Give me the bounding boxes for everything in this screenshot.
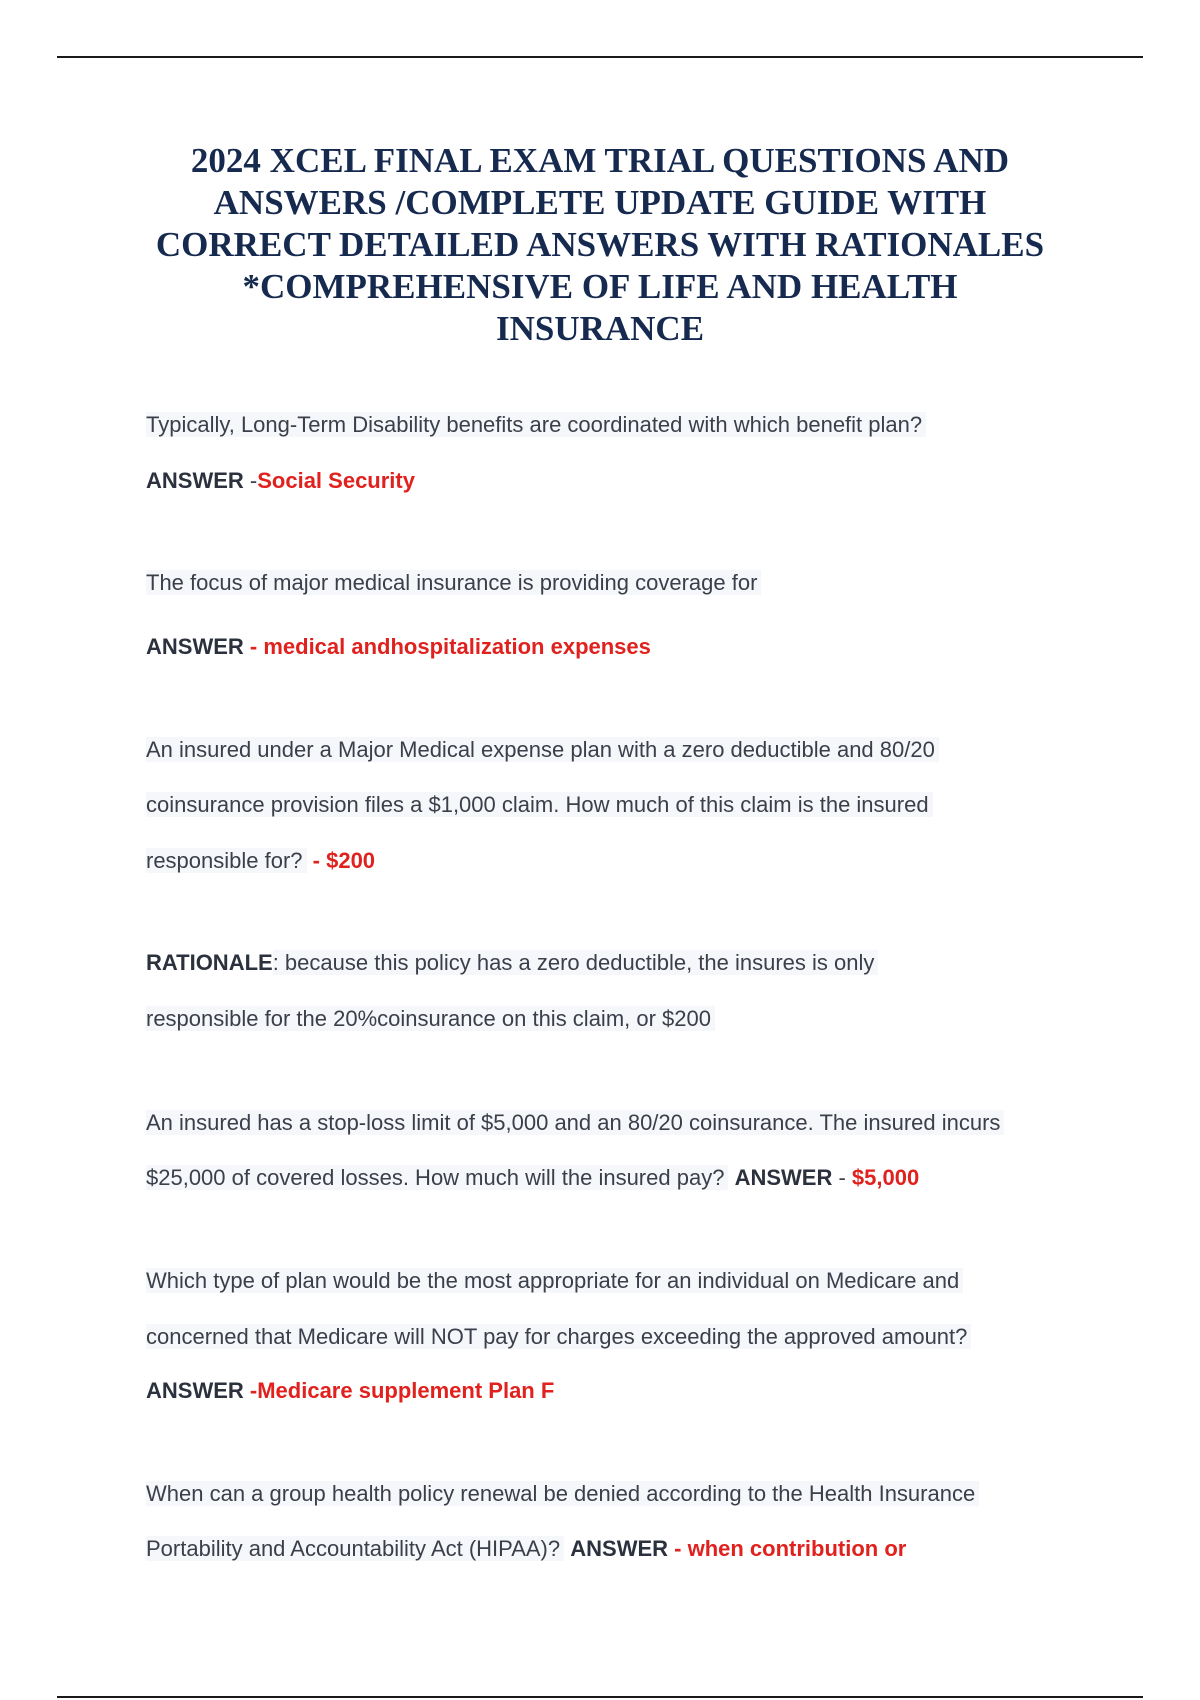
answer-5 bbox=[146, 1376, 554, 1406]
question-6-line-1 bbox=[146, 1479, 979, 1509]
question-3-text-3: responsible for? bbox=[146, 848, 307, 873]
title-line-1: 2024 XCEL FINAL EXAM TRIAL QUESTIONS AND bbox=[190, 141, 1010, 180]
question-1 bbox=[146, 410, 926, 440]
top-rule bbox=[57, 56, 1143, 58]
document-title bbox=[120, 140, 1080, 350]
title-line-3: CORRECT DETAILED ANSWERS WITH RATIONALES bbox=[155, 225, 1045, 264]
question-4-text-1: An insured has a stop-loss limit of $5,000 and an 80/20 coinsurance. The insured incurs bbox=[146, 1110, 1004, 1135]
question-5-text-1: Which type of plan would be the most appropriate for an individual on Medicare and bbox=[146, 1268, 963, 1293]
bottom-rule bbox=[57, 1696, 1143, 1698]
question-4-line-1 bbox=[146, 1108, 1004, 1138]
question-6-line-2 bbox=[146, 1534, 906, 1564]
question-2 bbox=[146, 568, 761, 598]
title-line-2: ANSWERS /COMPLETE UPDATE GUIDE WITH bbox=[213, 183, 987, 222]
question-6-text-1: When can a group health policy renewal be denied according to the Health Insurance bbox=[146, 1481, 979, 1506]
answer-1-text: Social Security bbox=[257, 468, 415, 493]
question-1-text: Typically, Long-Term Disability benefits are coordinated with which benefit plan? bbox=[146, 412, 926, 437]
answer-1-label: ANSWER bbox=[146, 468, 244, 493]
title-line-4: *COMPREHENSIVE OF LIFE AND HEALTH bbox=[242, 267, 958, 306]
question-5-line-1 bbox=[146, 1266, 963, 1296]
question-3-text-2: coinsurance provision files a $1,000 claim. How much of this claim is the insured bbox=[146, 792, 933, 817]
answer-2 bbox=[146, 632, 651, 662]
question-3-line-1 bbox=[146, 735, 939, 765]
answer-6-label: ANSWER bbox=[570, 1536, 669, 1561]
rationale-line-2 bbox=[146, 1004, 715, 1034]
answer-2-label: ANSWER bbox=[146, 634, 244, 659]
question-3-line-2 bbox=[146, 790, 933, 820]
question-3-line-3 bbox=[146, 846, 375, 876]
rationale-label: RATIONALE bbox=[146, 950, 273, 975]
answer-4-label: ANSWER bbox=[734, 1165, 833, 1190]
rationale-line-1 bbox=[146, 948, 878, 978]
question-4-line-2 bbox=[146, 1163, 919, 1193]
answer-4-text: $5,000 bbox=[851, 1165, 920, 1190]
title-line-5: INSURANCE bbox=[495, 309, 705, 348]
question-5-text-2: concerned that Medicare will NOT pay for charges exceeding the approved amount? bbox=[146, 1324, 971, 1349]
question-3-text-1: An insured under a Major Medical expense plan with a zero deductible and 80/20 bbox=[146, 737, 939, 762]
answer-1 bbox=[146, 466, 415, 496]
rationale-text-2: responsible for the 20%coinsurance on this claim, or $200 bbox=[146, 1006, 715, 1031]
question-2-text: The focus of major medical insurance is providing coverage for bbox=[146, 570, 761, 595]
question-4-text-2: $25,000 of covered losses. How much will the insured pay? bbox=[146, 1165, 728, 1190]
answer-3-text: - $200 bbox=[306, 848, 376, 873]
answer-2-text: - medical andhospitalization expenses bbox=[243, 634, 651, 659]
question-5-line-2 bbox=[146, 1322, 971, 1352]
answer-5-label: ANSWER bbox=[146, 1378, 244, 1403]
question-6-text-2: Portability and Accountability Act (HIPAA)? bbox=[146, 1536, 564, 1561]
rationale-text-1: : because this policy has a zero deductible, the insures is only bbox=[273, 950, 879, 975]
answer-1-sep: - bbox=[243, 468, 258, 493]
answer-5-text: -Medicare supplement Plan F bbox=[243, 1378, 555, 1403]
answer-4-sep: - bbox=[832, 1165, 852, 1190]
answer-6-text: - when contribution or bbox=[668, 1536, 907, 1561]
